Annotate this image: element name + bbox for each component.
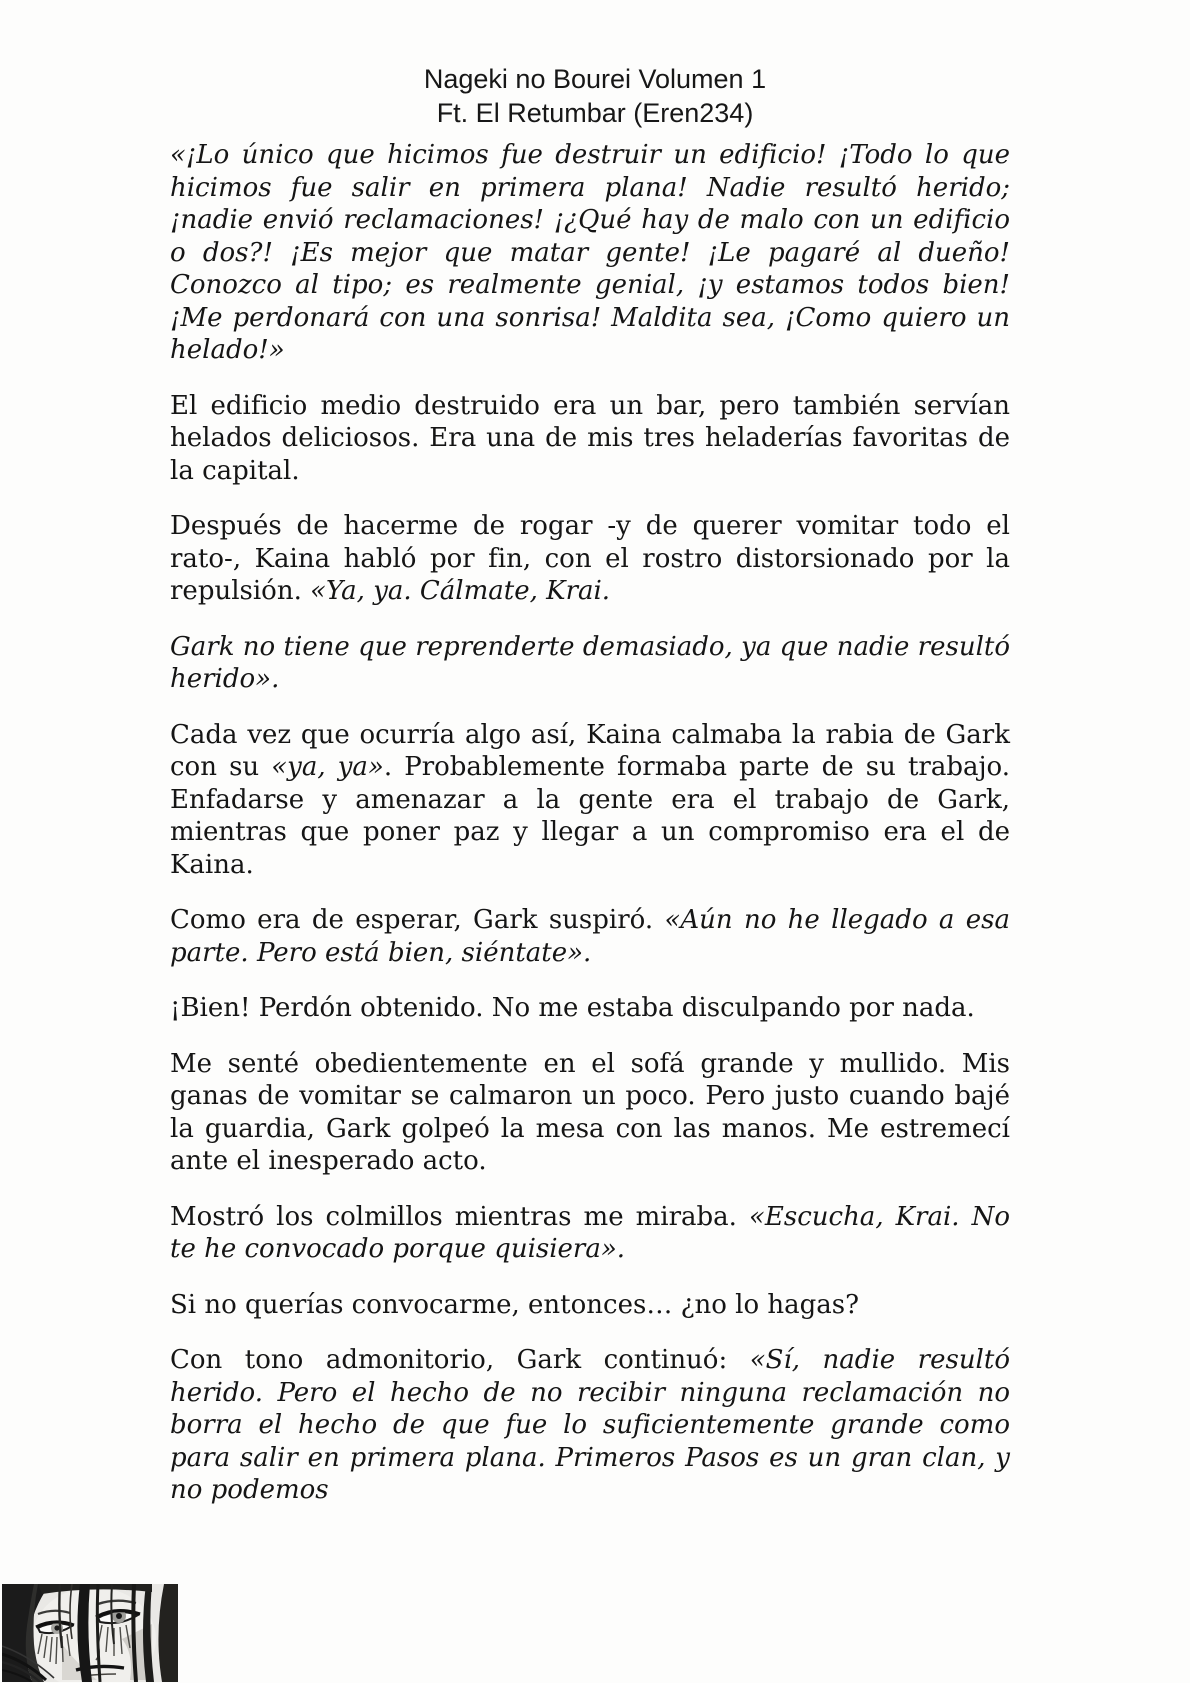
document-title: Nageki no Bourei Volumen 1 xyxy=(423,64,767,94)
text-segment: «¡Lo único que hicimos fue destruir un edificio! ¡Todo lo que hicimos fue salir en primera plana! Nadie resultó herido; ¡nadie envió reclamaciones! ¡¿Qué hay de malo con un edificio o dos?! ¡Es mejor que matar gente! ¡Le pagaré al dueño! Conozco al tipo; es realmente genial, ¡y estamos todos bien! ¡Me perdonará con una sonrisa! Maldita sea, ¡Como quiero un helado!» xyxy=(170,140,1010,365)
document-header xyxy=(0,0,1190,130)
text-segment: El edificio medio destruido era un bar, pero también servían helados deliciosos. Era una de mis tres heladerías favoritas de la capital. xyxy=(170,390,1010,486)
paragraph xyxy=(170,1289,1010,1322)
text-segment: ¡Bien! Perdón obtenido. No me estaba disculpando por nada. xyxy=(170,993,975,1023)
paragraph xyxy=(170,390,1010,488)
text-segment: . Probablemente formaba parte de su trabajo. Enfadarse y amenazar a la gente era el trabajo de Gark, mientras que poner paz y llegar a un compromiso era el de Kaina. xyxy=(170,752,1011,880)
text-segment: Cada vez que ocurría algo así, Kaina calmaba la rabia de Gark con su xyxy=(170,719,1010,782)
text-segment: «Sí, nadie resultó herido. Pero el hecho de no recibir ninguna reclamación no borra el hecho de que fue lo suficientemente grande como para salir en primera plana. Primeros Pasos es un gran clan, y no podemos xyxy=(170,1345,1010,1505)
paragraph xyxy=(170,631,1010,696)
text-segment: «Aún no he llegado a esa parte. Pero está bien, siéntate». xyxy=(170,905,1010,968)
paragraph xyxy=(170,139,1010,367)
paragraph xyxy=(170,1048,1010,1178)
text-segment: Me senté obedientemente en el sofá grande y mullido. Mis ganas de vomitar se calmaron un poco. Pero justo cuando bajé la guardia, Gark golpeó la mesa con las manos. Me estremecí ante el inesperado acto. xyxy=(170,1048,1010,1176)
manga-face-image xyxy=(2,1584,178,1682)
manga-face-illustration xyxy=(2,1584,178,1682)
paragraph xyxy=(170,510,1010,608)
text-segment: Con tono admonitorio, Gark continuó: xyxy=(170,1345,750,1375)
body-text xyxy=(170,139,1010,1507)
text-segment: «Ya, ya. Cálmate, Krai. xyxy=(310,576,611,606)
paragraph xyxy=(170,1344,1010,1507)
text-segment: «ya, ya» xyxy=(271,752,384,782)
paragraph xyxy=(170,1201,1010,1266)
paragraph xyxy=(170,719,1010,882)
document-subtitle: Ft. El Retumbar (Eren234) xyxy=(436,98,754,128)
text-segment: «Escucha, Krai. No te he convocado porque quisiera». xyxy=(170,1201,1010,1264)
paragraph xyxy=(170,904,1010,969)
paragraph xyxy=(170,992,1010,1025)
text-segment: Si no querías convocarme, entonces… ¿no lo hagas? xyxy=(170,1289,860,1320)
text-segment: Después de hacerme de rogar -y de querer vomitar todo el rato-, Kaina habló por fin, con el rostro distorsionado por la repulsión. xyxy=(170,511,1010,606)
text-segment: Mostró los colmillos mientras me miraba. xyxy=(170,1201,749,1232)
text-segment: Como era de esperar, Gark suspiró. xyxy=(170,905,665,935)
text-segment: Gark no tiene que reprenderte demasiado, ya que nadie resultó herido». xyxy=(170,631,1010,694)
